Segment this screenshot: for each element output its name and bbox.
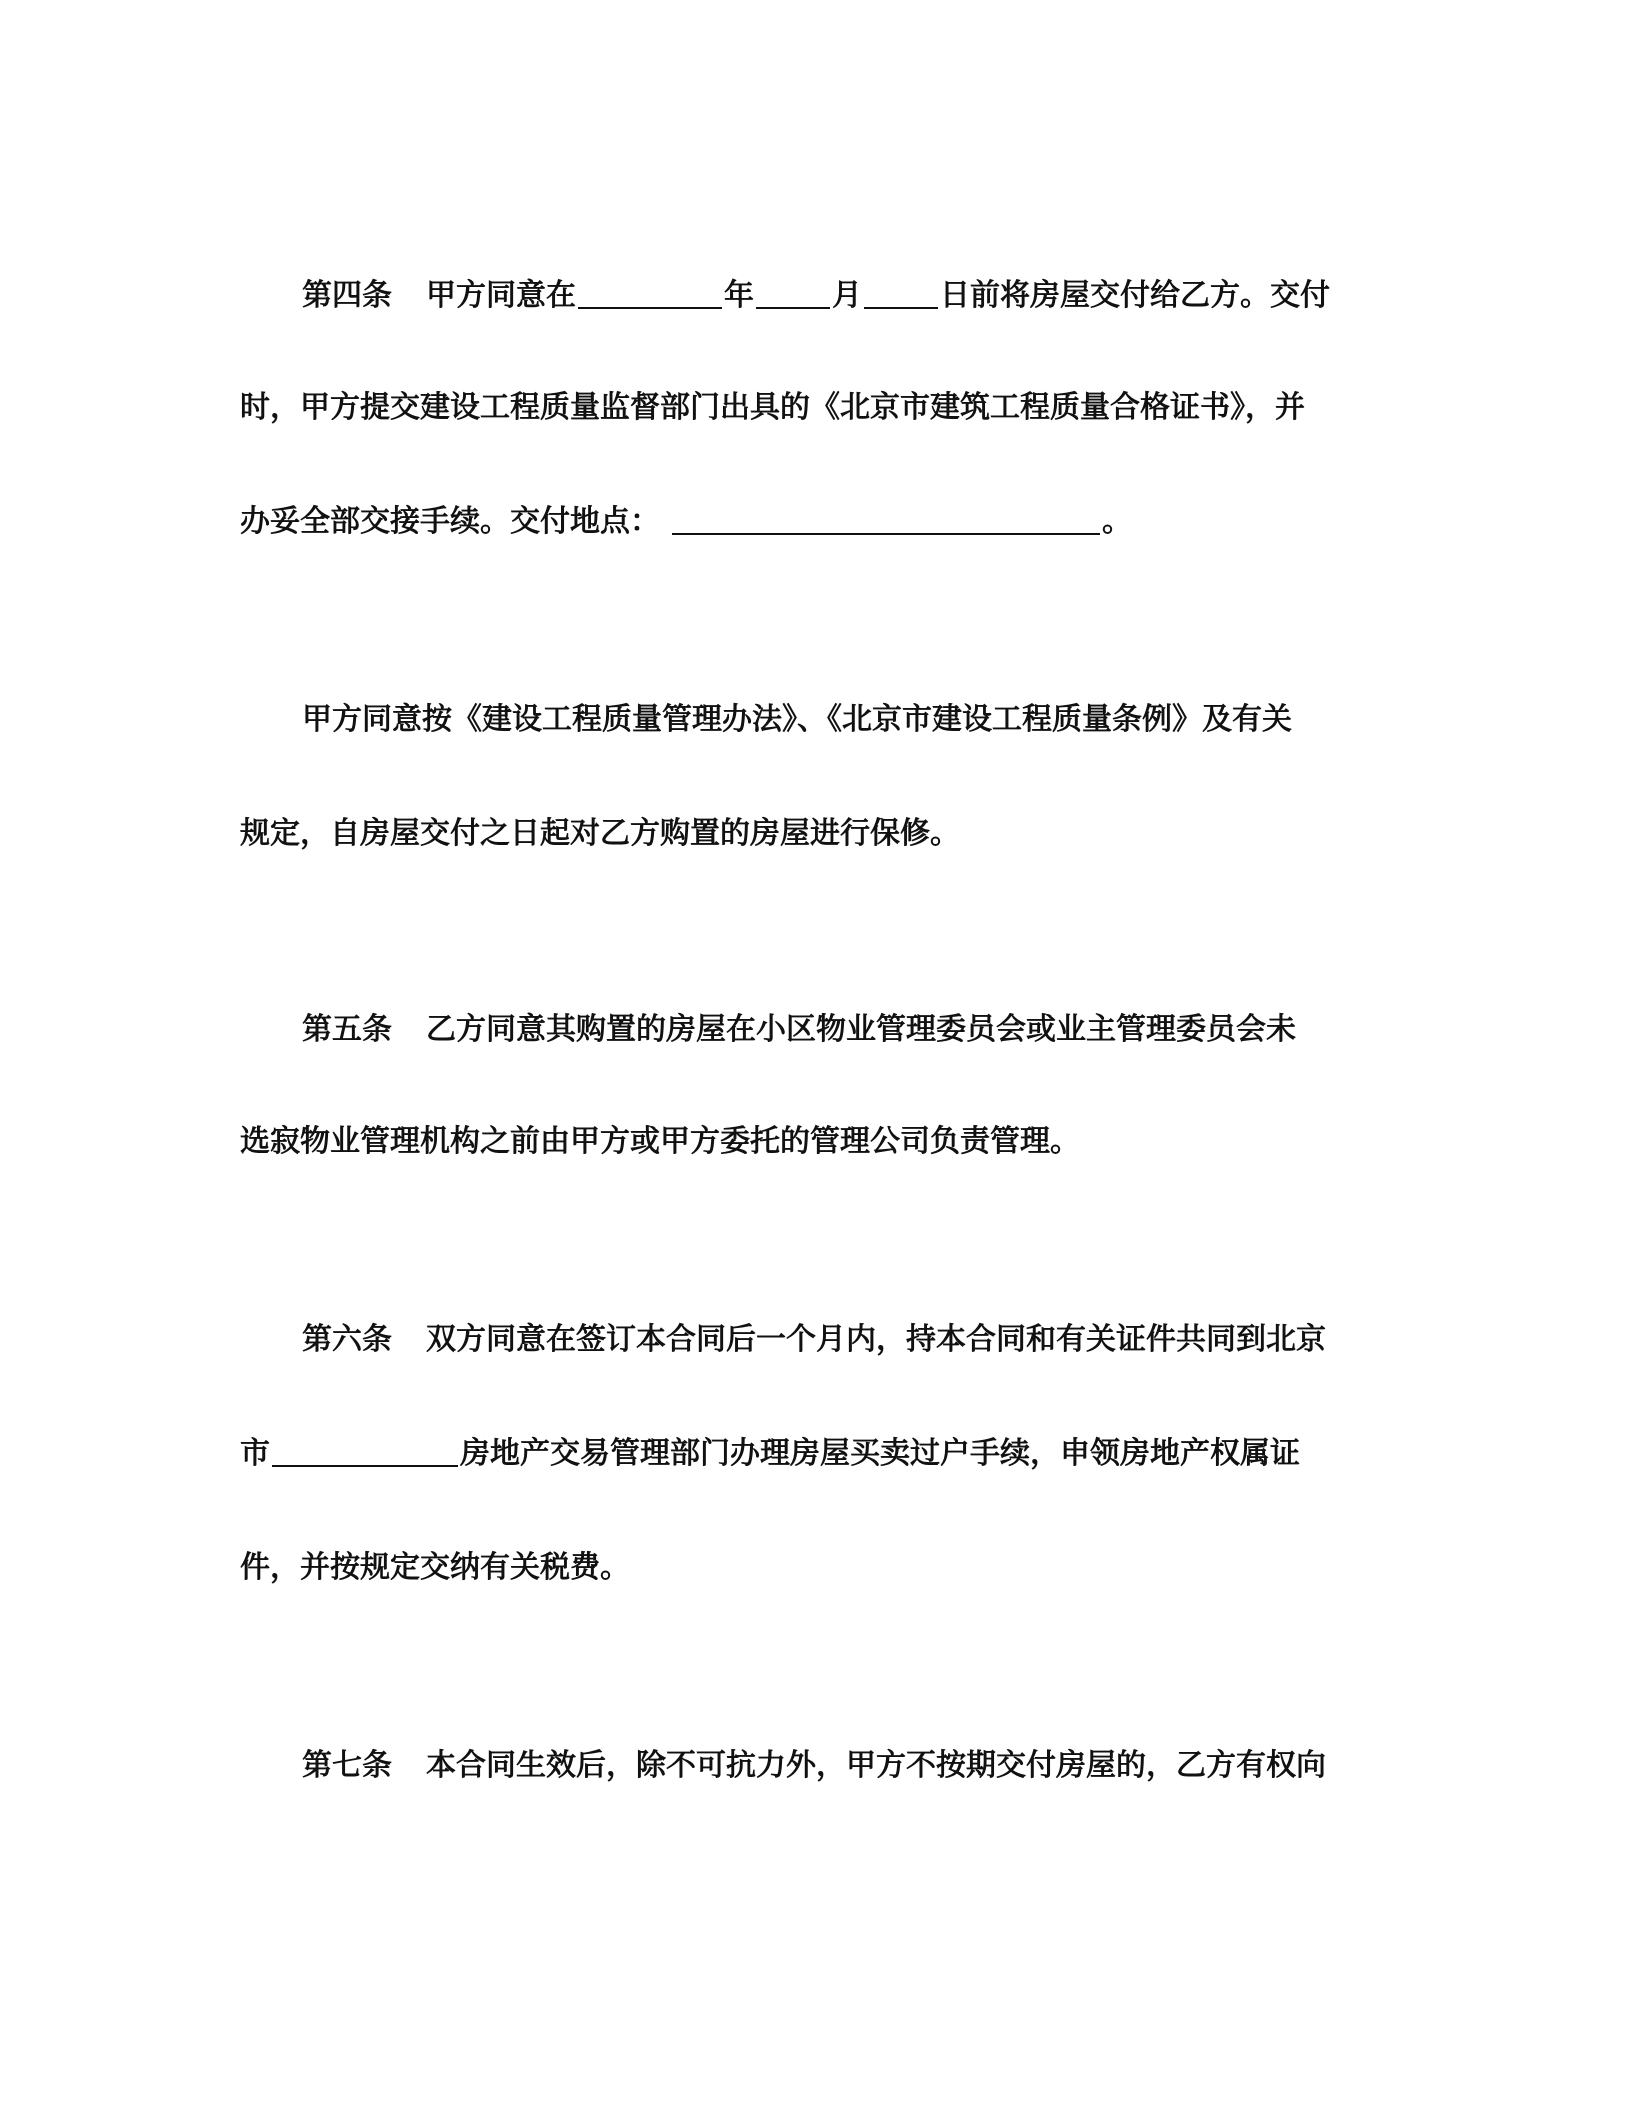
warranty-line-2: 规定，自房屋交付之日起对乙方购置的房屋进行保修。 [240, 816, 960, 851]
article-7-label: 第七条 [302, 1748, 392, 1783]
day-blank[interactable] [864, 269, 938, 309]
article-6-label: 第六条 [302, 1322, 392, 1357]
article-6-line-1: 第六条 双方同意在签订本合同后一个月内，持本合同和有关证件共同到北京 [302, 1322, 1326, 1357]
article-5-line-2: 选寂物业管理机构之前由甲方或甲方委托的管理公司负责管理。 [240, 1124, 1080, 1159]
article-7-line-1: 第七条 本合同生效后，除不可抗力外，甲方不按期交付房屋的，乙方有权向 [302, 1748, 1326, 1783]
article-4-line-1: 第四条 甲方同意在 年 月 日前将房屋交付给乙方。交付 [302, 266, 1330, 326]
month-blank[interactable] [756, 269, 830, 309]
article-5-line-1: 第五条 乙方同意其购置的房屋在小区物业管理委员会或业主管理委员会未 [302, 1012, 1296, 1047]
district-blank[interactable] [272, 1427, 458, 1467]
article-5-label: 第五条 [302, 1012, 392, 1047]
article-4-label: 第四条 [302, 278, 392, 313]
delivery-location-blank[interactable] [672, 495, 1100, 535]
article-4-line-2: 时，甲方提交建设工程质量监督部门出具的《北京市建筑工程质量合格证书》，并 [240, 390, 1305, 425]
warranty-line-1: 甲方同意按《建设工程质量管理办法》、《北京市建设工程质量条例》及有关 [302, 702, 1292, 737]
article-6-line-3: 件，并按规定交纳有关税费。 [240, 1550, 630, 1585]
article-4-line-3: 办妥全部交接手续。交付地点： 。 [240, 492, 1132, 552]
article-6-line-2: 市 房地产交易管理部门办理房屋买卖过户手续，申领房地产权属证 [240, 1424, 1300, 1484]
year-blank[interactable] [578, 269, 722, 309]
